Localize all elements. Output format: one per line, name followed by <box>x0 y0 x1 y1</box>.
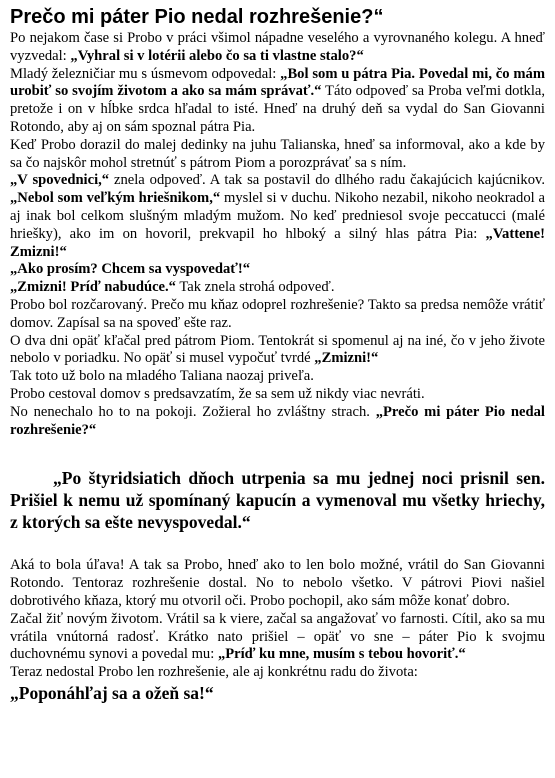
bold-speech: „Príď ku mne, musím s tebou hovoriť.“ <box>217 646 466 663</box>
text-run: Táto odpoveď sa Proba veľmi dotkla, pretože i on v hĺbke srdca hľadal to isté. Hneď na druhý deň sa vydal do San Giovanni Rotondo, aby aj on sám spoznal pátra Pia. <box>10 83 545 135</box>
text-run: Tak znela strohá odpoveď. <box>175 279 335 296</box>
paragraph <box>10 66 545 137</box>
paragraph <box>10 172 545 261</box>
text-run: myslel si v duchu. Nikoho nezabil, nikoho neokradol a aj inak bol celkom slušným mladým mužom. No keď predniesol svoje peccatucci (malé hriešky), ako im on hovoril, prekvapil ho hlboký a silný hlas pátra Pia: <box>10 190 546 242</box>
paragraph <box>10 368 545 386</box>
text-run: Mladý železničiar mu s úsmevom odpovedal: <box>10 65 281 82</box>
final-advice: „Poponáhľaj sa a ožeň sa!“ <box>10 682 214 703</box>
paragraph <box>10 261 545 279</box>
bold-speech: „Zmizni! Príď nabudúce.“ <box>10 279 176 296</box>
bold-speech: „Nebol som veľkým hriešnikom,“ <box>10 190 221 207</box>
text-run: Začal žiť novým životom. Vrátil sa k viere, začal sa angažovať vo farnosti. Cítil, ako sa mu vrátila vnútorná radosť. Krátko nato prišiel – opäť vo sne – páter Pio k svojmu duchovnému synovi a povedal mu: <box>10 610 545 663</box>
text-run: Tak toto už bolo na mladého Taliana naozaj priveľa. <box>10 368 314 385</box>
bold-speech: „Vyhral si v lotérii alebo čo sa ti vlastne stalo?“ <box>70 47 364 64</box>
text-run: No nenechalo ho to na pokoji. Zožieral ho zvláštny strach. <box>10 403 376 420</box>
bold-speech: „Zmizni!“ <box>314 350 379 367</box>
highlighted-quote: „Po štyridsiatich dňoch utrpenia sa mu jednej noci prisnil sen. Prišiel k nemu už spomínaný kapucín a vymenoval mu všetky hriechy, z ktorých sa ešte nevyspovedal.“ <box>10 468 545 533</box>
paragraph <box>10 386 545 404</box>
paragraph <box>10 137 545 173</box>
page-title: Prečo mi páter Pio nedal rozhrešenie?“ <box>10 6 384 28</box>
paragraph <box>10 611 545 664</box>
text-run: Po nejakom čase si Probo v práci všimol nápadne veselého a vyrovnaného kolegu. A hneď vyzvedal: <box>10 30 545 64</box>
bold-speech: „Vattene! Zmizni!“ <box>10 225 545 260</box>
paragraph <box>10 557 545 610</box>
text-run: Aká to bola úľava! A tak sa Probo, hneď ako to len bolo možné, vrátil do San Giovanni Rotondo. Tentoraz rozhrešenie dostal. No to nebolo všetko. V pátrovi Piovi našiel dobrotivého kňaza, ktorý mu otvoril oči. Probo pochopil, ako sám môže konať dobro. <box>10 557 545 609</box>
bold-speech: „Prečo mi páter Pio nedal rozhrešenie?“ <box>10 403 545 438</box>
text-run: Probo bol rozčarovaný. Prečo mu kňaz odoprel rozhrešenie? Takto sa predsa nemôže vrátiť domov. Zapísal sa na spoveď ešte raz. <box>10 296 545 331</box>
bold-speech: „Ako prosím? Chcem sa vyspovedať!“ <box>10 261 251 278</box>
paragraph <box>10 30 545 66</box>
text-run: O dva dni opäť kľačal pred pátrom Piom. Tentokrát si spomenul aj na iné, čo v jeho živote nebolo v poriadku. No opäť si musel vypočuť tvrdé <box>10 332 545 367</box>
paragraph <box>10 279 545 297</box>
story-body <box>10 30 545 439</box>
text-run: Teraz nedostal Probo len rozhrešenie, ale aj konkrétnu radu do života: <box>10 664 418 681</box>
text-run: znela odpoveď. A tak sa postavil do dlhého radu čakajúcich kajúcnikov. <box>109 172 545 189</box>
bold-speech: „Bol som u pátra Pia. Povedal mi, čo mám urobiť so svojím životom a ako sa mám správať.“ <box>10 65 545 100</box>
paragraph <box>10 664 545 682</box>
bold-speech: „V spovednici,“ <box>10 172 110 189</box>
text-run: Keď Probo dorazil do malej dedinky na juhu Talianska, hneď sa informoval, ako a kde by sa čo najskôr mohol stretnúť s pátrom Piom a porozprávať sa s ním. <box>10 136 545 171</box>
paragraph <box>10 333 545 369</box>
story-body-continued <box>10 557 545 682</box>
text-run: Probo cestoval domov s predsavzatím, že sa sem už nikdy viac nevráti. <box>10 385 425 402</box>
paragraph <box>10 297 545 333</box>
paragraph <box>10 404 545 440</box>
